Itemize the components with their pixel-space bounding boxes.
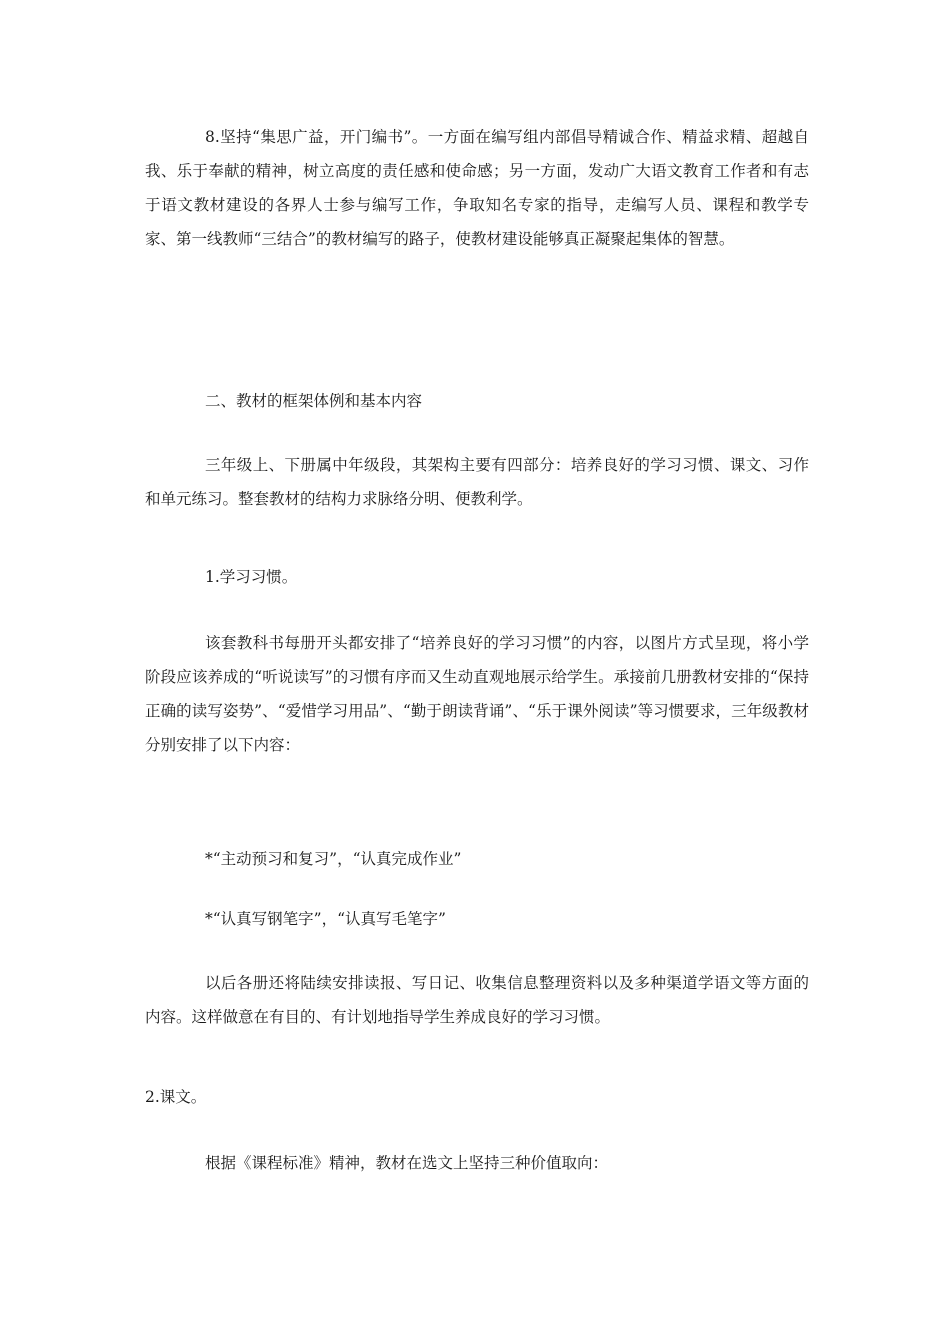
paragraph-study-habits: 该套教科书每册开头都安排了“培养良好的学习习惯”的内容，以图片方式呈现，将小学阶段应该养成的“听说读写”的习惯有序而又生动直观地展示给学生。承接前几册教材安排的“保持正确的读写姿势”、“爱惜学习用品”、“勤于朗读背诵”、“乐于课外阅读”等习惯要求，三年级教材分别安排了以下内容： — [145, 634, 809, 754]
paragraph-grade-structure: 三年级上、下册属中年级段，其架构主要有四部分：培养良好的学习习惯、课文、习作和单元练习。整套教材的结构力求脉络分明、便教利学。 — [145, 456, 809, 508]
list-item-habit-1: *“主动预习和复习”，“认真完成作业” — [205, 850, 462, 868]
list-item-habit-2: *“认真写钢笔字”，“认真写毛笔字” — [205, 910, 446, 928]
paragraph-collective-wisdom: 8.坚持“集思广益，开门编书”。一方面在编写组内部倡导精诚合作、精益求精、超越自我、乐于奉献的精神，树立高度的责任感和使命感；另一方面，发动广大语文教育工作者和有志于语文教材建设的各界人士参与编写工作，争取知名专家的指导，走编写人员、课程和教学专家、第一线教师“三结合”的教材编写的路子，使教材建设能够真正凝聚起集体的智慧。 — [145, 128, 809, 248]
subheading-study-habits: 1.学习习惯。 — [205, 568, 298, 586]
subheading-texts: 2.课文。 — [145, 1088, 207, 1106]
paragraph-later-volumes: 以后各册还将陆续安排读报、写日记、收集信息整理资料以及多种渠道学语文等方面的内容。这样做意在有目的、有计划地指导学生养成良好的学习习惯。 — [145, 974, 809, 1026]
paragraph-curriculum-standard: 根据《课程标准》精神，教材在选文上坚持三种价值取向： — [205, 1154, 609, 1172]
section-heading-framework: 二、教材的框架体例和基本内容 — [205, 392, 423, 410]
